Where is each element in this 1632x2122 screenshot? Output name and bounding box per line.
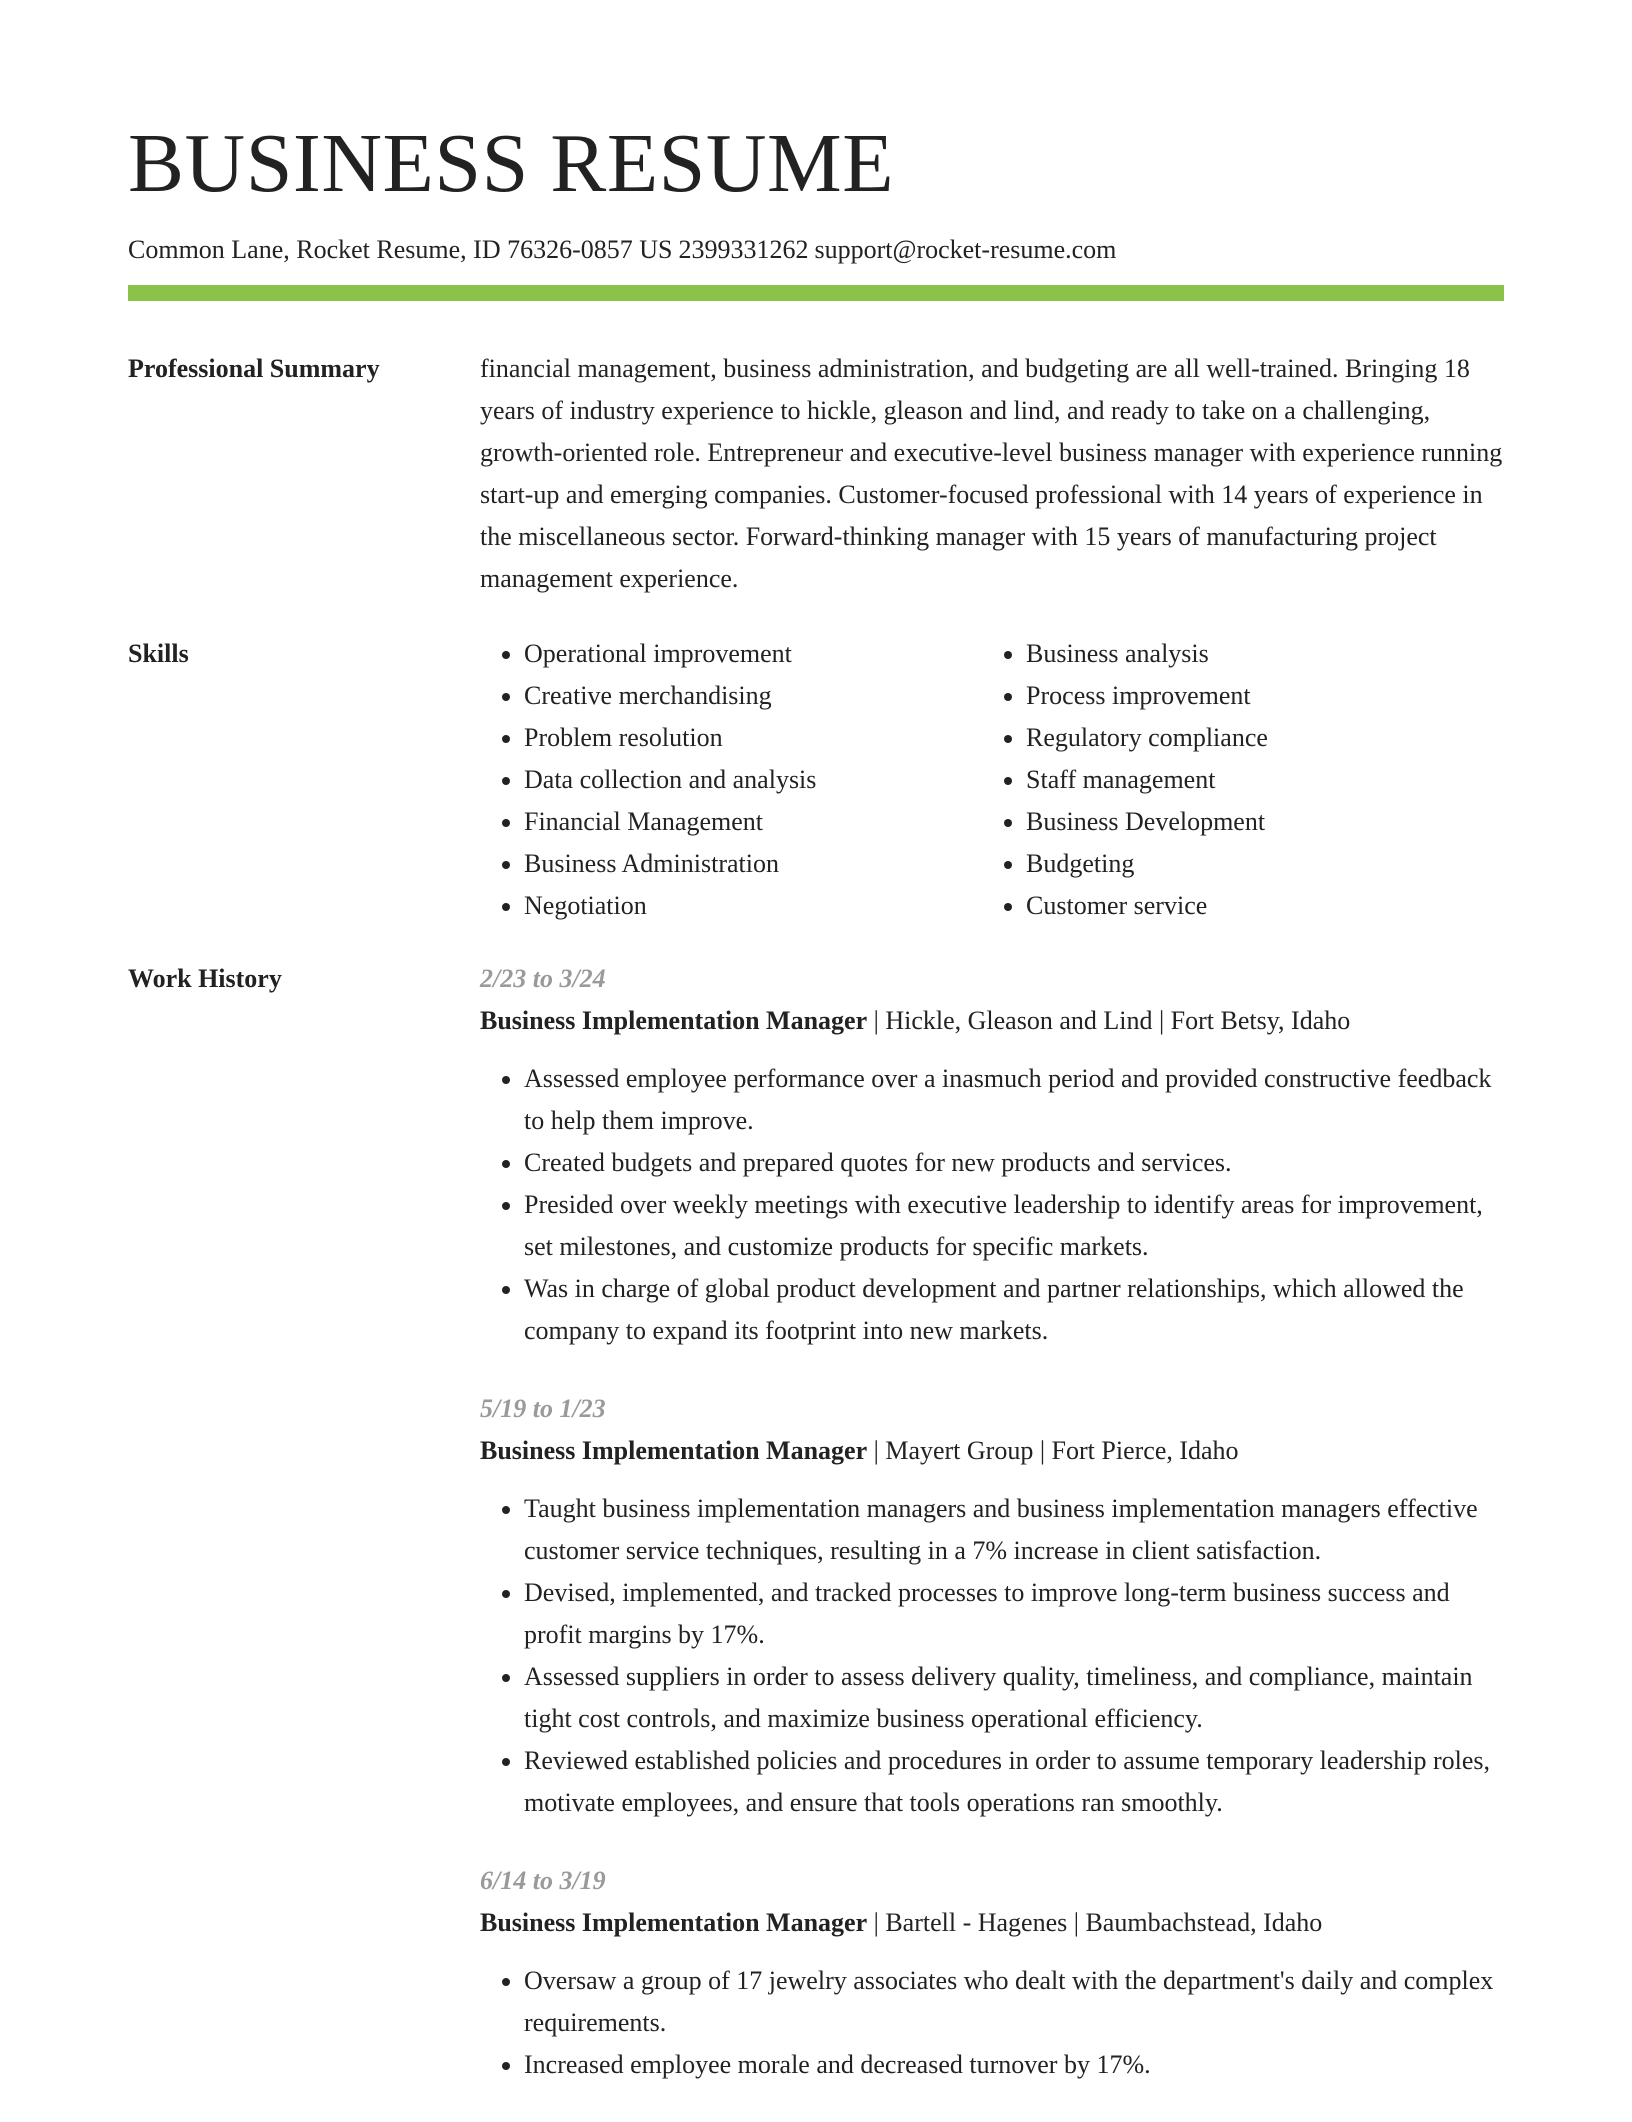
- job-bullet: • Was in charge of global product development and partner relationships, which allowed the company to expand its footprint into new markets.: [524, 1268, 1504, 1352]
- contact-phone: 2399331262: [678, 235, 809, 264]
- skill-item: • Business Administration: [524, 843, 982, 885]
- summary-text: financial management, business administration, and budgeting are all well-trained. Bringing 18 years of industry experience to hickle, gleason and lind, and ready to take on a challenging, growth-oriented role. Entrepreneur and executive-level business manager with experience running start-up and emerging companies. Customer-focused professional with 14 years of experience in the miscellaneous sector. Forward-thinking manager with 15 years of manufacturing project management experience.: [480, 354, 1503, 593]
- skill-item: • Negotiation: [524, 885, 982, 927]
- job-bullets: [480, 1058, 1504, 1352]
- skills-body: [480, 633, 1504, 927]
- work-history-body: [480, 958, 1504, 2122]
- header-divider: [128, 285, 1504, 301]
- job-bullet: • Oversaw a group of 17 jewelry associates who dealt with the department's daily and complex requirements.: [524, 1960, 1504, 2044]
- job-bullet: • Assessed suppliers in order to assess delivery quality, timeliness, and compliance, maintain tight cost controls, and maximize business operational efficiency.: [524, 1656, 1504, 1740]
- skill-item: • Operational improvement: [524, 633, 982, 675]
- skill-item: • Budgeting: [1026, 843, 1504, 885]
- skill-item: • Business Development: [1026, 801, 1504, 843]
- contact-address: Common Lane, Rocket Resume, ID 76326-0857 US: [128, 235, 673, 264]
- job-title: Business Implementation Manager: [480, 1436, 868, 1465]
- skill-item: • Process improvement: [1026, 675, 1504, 717]
- skills-columns: [480, 633, 1504, 927]
- job-bullet: • Devised, implemented, and tracked processes to improve long-term business success and profit margins by 17%.: [524, 1572, 1504, 1656]
- job-details: | Bartell - Hagenes | Baumbachstead, Idaho: [867, 1908, 1323, 1937]
- job-dates: 6/14 to 3/19: [480, 1866, 606, 1895]
- job-details: | Mayert Group | Fort Pierce, Idaho: [867, 1436, 1239, 1465]
- job-title-line: [480, 1430, 1504, 1472]
- job-title: Business Implementation Manager: [480, 1006, 868, 1035]
- skills-heading: Skills: [128, 639, 189, 668]
- skill-item: • Problem resolution: [524, 717, 982, 759]
- skill-item: • Regulatory compliance: [1026, 717, 1504, 759]
- job-bullet: • Assessed employee performance over a inasmuch period and provided constructive feedback to help them improve.: [524, 1058, 1504, 1142]
- job-bullet: • Taught business implementation managers and business implementation managers effective customer service techniques, resulting in a 7% increase in client satisfaction.: [524, 1488, 1504, 1572]
- job-entry: [480, 958, 1504, 1352]
- job-bullet: • Reviewed established policies and procedures in order to assume temporary leadership roles, motivate employees, and ensure that tools operations ran smoothly.: [524, 1740, 1504, 1824]
- job-entry: [480, 1860, 1504, 2086]
- skill-item: • Staff management: [1026, 759, 1504, 801]
- job-bullet: • Presided over weekly meetings with executive leadership to identify areas for improvement, set milestones, and customize products for specific markets.: [524, 1184, 1504, 1268]
- job-bullets: [480, 1488, 1504, 1824]
- job-bullets: [480, 1960, 1504, 2086]
- skills-list-right: [982, 633, 1504, 927]
- skill-item: • Customer service: [1026, 885, 1504, 927]
- job-entry: [480, 1388, 1504, 1824]
- job-bullet: • Increased employee morale and decreased turnover by 17%.: [524, 2044, 1504, 2086]
- skill-item: • Business analysis: [1026, 633, 1504, 675]
- contact-email: support@rocket-resume.com: [814, 235, 1117, 264]
- skills-list-left: [480, 633, 982, 927]
- skill-item: • Creative merchandising: [524, 675, 982, 717]
- job-title-line: [480, 1000, 1504, 1042]
- job-title-line: [480, 1902, 1504, 1944]
- job-bullet: • Created budgets and prepared quotes for new products and services.: [524, 1142, 1504, 1184]
- resume-name: BUSINESS RESUME: [128, 117, 895, 210]
- summary-body: [480, 348, 1504, 600]
- job-details: | Hickle, Gleason and Lind | Fort Betsy, Idaho: [867, 1006, 1351, 1035]
- job-dates: 5/19 to 1/23: [480, 1394, 606, 1423]
- summary-heading: Professional Summary: [128, 354, 380, 383]
- job-dates: 2/23 to 3/24: [480, 964, 606, 993]
- job-title: Business Implementation Manager: [480, 1908, 868, 1937]
- skill-item: • Financial Management: [524, 801, 982, 843]
- skill-item: • Data collection and analysis: [524, 759, 982, 801]
- work-history-heading: Work History: [128, 964, 282, 993]
- contact-line: [128, 232, 1116, 268]
